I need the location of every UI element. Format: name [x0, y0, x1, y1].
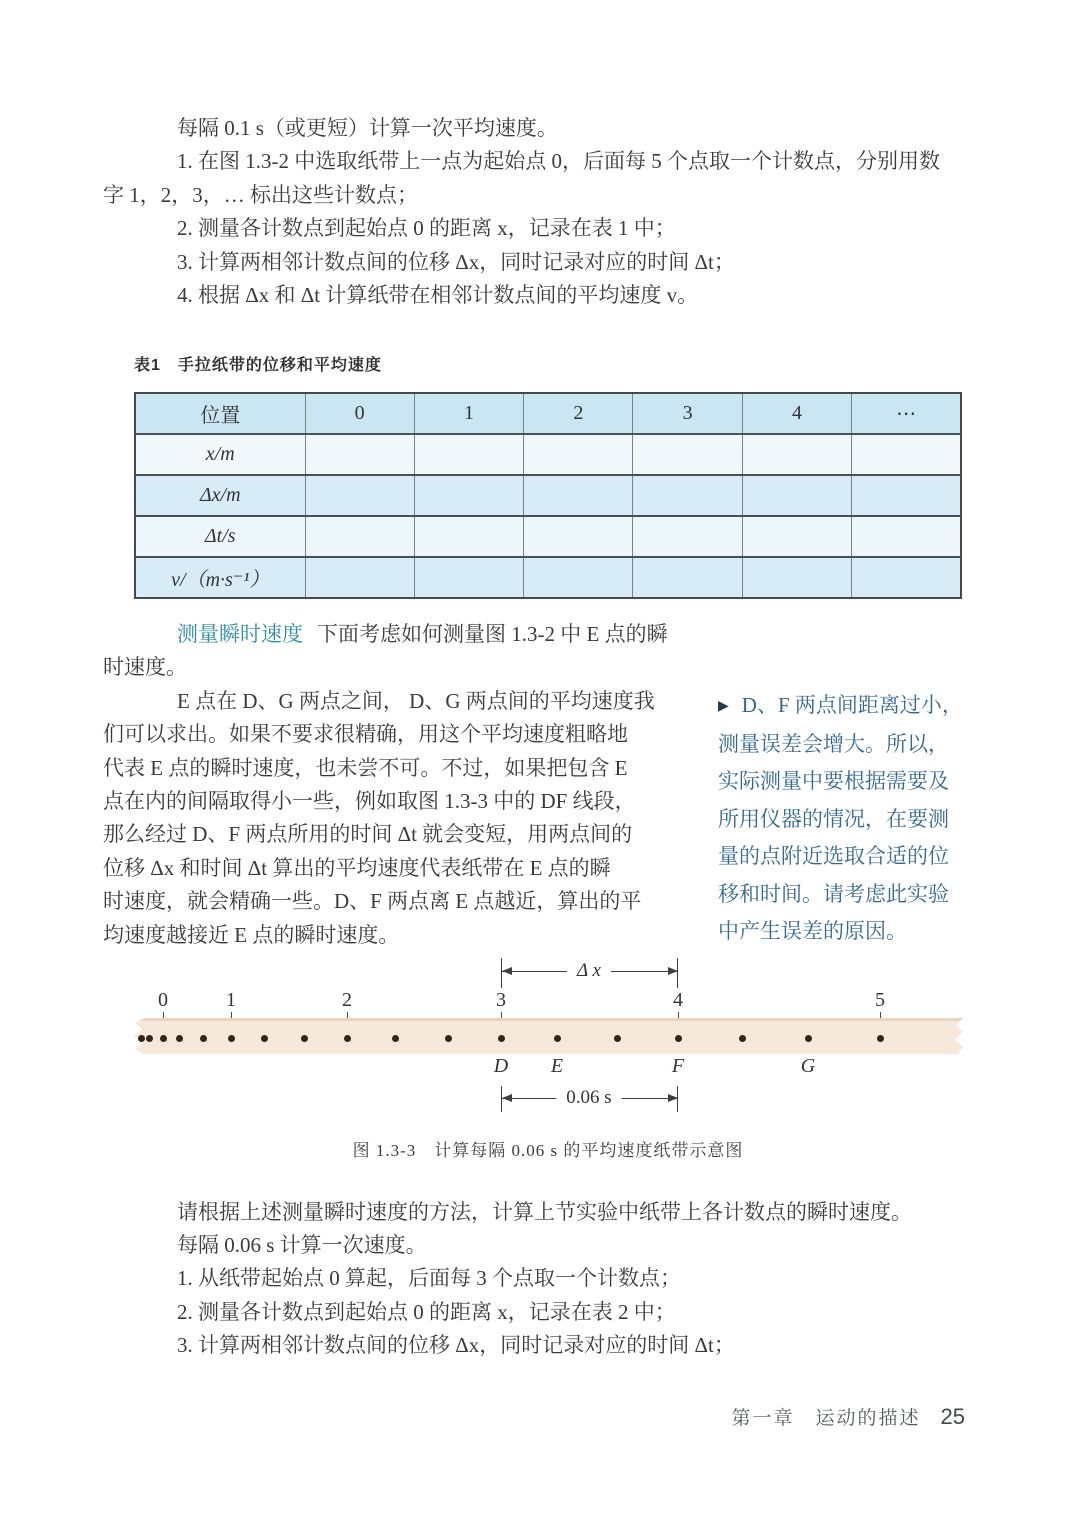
tape-dot [228, 1035, 235, 1042]
list-item-continuation: 字 1，2，3，… 标出这些计数点； [103, 182, 418, 207]
column-header: ⋯ [852, 393, 961, 434]
margin-note-line: 实际测量中要根据需要及 [718, 769, 949, 793]
tape-dot [138, 1035, 145, 1042]
empty-cell [633, 434, 742, 475]
paragraph-line: 代表 E 点的瞬时速度，也未尝不可。不过，如果把包含 E [103, 755, 628, 780]
row-label: v/（m·s⁻¹） [135, 557, 305, 598]
tape-dot [498, 1035, 505, 1042]
measure-section [103, 618, 965, 952]
measure-paragraphs [103, 618, 688, 952]
figure-caption: 图 1.3-3 计算每隔 0.06 s 的平均速度纸带示意图 [352, 1141, 744, 1160]
table-title: 表1 手拉纸带的位移和平均速度 [134, 357, 382, 374]
table1 [134, 392, 962, 599]
tape-dot [344, 1035, 351, 1042]
empty-cell [742, 434, 851, 475]
paragraph-line: 均速度越接近 E 点的瞬时速度。 [103, 922, 400, 947]
count-point-label: 3 [496, 989, 506, 1011]
column-header: 2 [524, 393, 633, 434]
margin-note [718, 618, 965, 951]
list-item: 4. 根据 Δx 和 Δt 计算纸带在相邻计数点间的平均速度 v。 [177, 283, 699, 308]
table-row [135, 557, 961, 598]
column-header: 1 [414, 393, 523, 434]
tape-dot [877, 1035, 884, 1042]
table-header-row [135, 393, 961, 434]
practice-paragraphs [103, 1196, 978, 1362]
margin-note-line: 移和时间。请考虑此实验 [718, 881, 949, 906]
empty-cell [852, 516, 961, 557]
point-letter-label: G [800, 1055, 816, 1077]
margin-note-line: 测量误差会增大。所以， [718, 731, 949, 756]
empty-cell [414, 434, 523, 475]
margin-note-line: ▶ D、F 两点间距离过小， [718, 693, 963, 717]
point-letter-label: E [550, 1055, 564, 1077]
list-item: 2. 测量各计数点到起始点 0 的距离 x，记录在表 1 中； [177, 216, 676, 241]
table-row [135, 475, 961, 516]
margin-note-line: 所用仪器的情况，在要测 [718, 806, 949, 831]
empty-cell [742, 516, 851, 557]
intro-paragraphs [103, 112, 978, 312]
count-point-label: 2 [342, 989, 352, 1011]
table1-section [134, 352, 962, 599]
tape-dot [445, 1035, 452, 1042]
triangle-marker-icon: ▶ [718, 699, 729, 714]
tape-dot [176, 1035, 183, 1042]
count-point-label: 5 [875, 989, 885, 1011]
paragraph-line: E 点在 D、G 两点之间， D、G 两点间的平均速度我 [177, 688, 655, 713]
table-row [135, 434, 961, 475]
empty-cell [633, 516, 742, 557]
list-item: 3. 计算两相邻计数点间的位移 Δx，同时记录对应的时间 Δt； [177, 249, 735, 274]
column-header: 位置 [135, 393, 305, 434]
chapter-title: 第一章 运动的描述 [731, 1408, 921, 1429]
dimension-label-dx: Δ x [567, 960, 611, 982]
empty-cell [852, 475, 961, 516]
paragraph-line: 时速度。 [103, 655, 187, 680]
figure-1-3-3 [0, 950, 1080, 1185]
list-item: 3. 计算两相邻计数点间的位移 Δx，同时记录对应的时间 Δt； [177, 1332, 735, 1357]
empty-cell [524, 557, 633, 598]
dimension-label-time: 0.06 s [556, 1087, 621, 1109]
arrowhead-right-icon [668, 967, 678, 975]
tape-dot [392, 1035, 399, 1042]
empty-cell [633, 475, 742, 516]
tape-dot [739, 1035, 746, 1042]
paragraph-line: 点在内的间隔取得小一些，例如取图 1.3-3 中的 DF 线段， [103, 789, 636, 814]
arrowhead-right-icon [668, 1094, 678, 1102]
list-item: 1. 从纸带起始点 0 算起，后面每 3 个点取一个计数点； [177, 1266, 681, 1291]
empty-cell [742, 557, 851, 598]
paragraph-line: 每隔 0.06 s 计算一次速度。 [177, 1233, 427, 1258]
count-point-label: 0 [158, 989, 168, 1011]
paragraph-line: 那么经过 D、F 两点所用的时间 Δt 就会变短，用两点间的 [103, 822, 633, 847]
list-item: 1. 在图 1.3-2 中选取纸带上一点为起始点 0，后面每 5 个点取一个计数点，分别用数 [177, 149, 940, 174]
paragraph-line: 时速度，就会精确一些。D、F 两点离 E 点越近，算出的平 [103, 889, 642, 914]
margin-note-line: 中产生误差的原因。 [718, 919, 907, 943]
arrowhead-left-icon [502, 1094, 512, 1102]
empty-cell [742, 475, 851, 516]
tape-dot [614, 1035, 621, 1042]
empty-cell [524, 475, 633, 516]
paper-tape [133, 1018, 963, 1054]
count-point-label: 4 [673, 989, 683, 1011]
paragraph-line: 请根据上述测量瞬时速度的方法，计算上节实验中纸带上各计数点的瞬时速度。 [177, 1200, 912, 1224]
row-label: Δt/s [135, 516, 305, 557]
page-number: 25 [940, 1404, 965, 1429]
section-heading: 测量瞬时速度 [177, 622, 303, 646]
count-point-label: 1 [226, 989, 236, 1011]
tape-dot [675, 1035, 682, 1042]
margin-note-line: 量的点附近选取合适的位 [718, 844, 949, 868]
tape-dot [805, 1035, 812, 1042]
column-header: 4 [742, 393, 851, 434]
paragraph-line: 测量瞬时速度 下面考虑如何测量图 1.3-2 中 E 点的瞬 [177, 622, 668, 646]
column-header: 0 [305, 393, 414, 434]
tape-top-edge [133, 1018, 963, 1021]
row-label: x/m [135, 434, 305, 475]
paragraph-line: 每隔 0.1 s（或更短）计算一次平均速度。 [177, 116, 558, 140]
empty-cell [305, 475, 414, 516]
empty-cell [305, 434, 414, 475]
empty-cell [852, 434, 961, 475]
empty-cell [414, 557, 523, 598]
point-letter-label: F [671, 1055, 685, 1077]
tape-dot [554, 1035, 561, 1042]
empty-cell [633, 557, 742, 598]
paragraph-line: 位移 Δx 和时间 Δt 算出的平均速度代表纸带在 E 点的瞬 [103, 855, 611, 880]
column-header: 3 [633, 393, 742, 434]
page-footer [732, 1403, 966, 1430]
table-row [135, 516, 961, 557]
empty-cell [524, 516, 633, 557]
tape-dot [160, 1035, 167, 1042]
empty-cell [305, 516, 414, 557]
row-label: Δx/m [135, 475, 305, 516]
empty-cell [414, 475, 523, 516]
empty-cell [852, 557, 961, 598]
paragraph-line: 们可以求出。如果不要求很精确，用这个平均速度粗略地 [103, 722, 628, 747]
tape-dot [301, 1035, 308, 1042]
tape-dot [200, 1035, 207, 1042]
arrowhead-left-icon [502, 967, 512, 975]
empty-cell [305, 557, 414, 598]
empty-cell [524, 434, 633, 475]
tape-dot [261, 1035, 268, 1042]
empty-cell [414, 516, 523, 557]
tape-dot [146, 1035, 153, 1042]
point-letter-label: D [493, 1055, 509, 1077]
list-item: 2. 测量各计数点到起始点 0 的距离 x，记录在表 2 中； [177, 1299, 676, 1324]
